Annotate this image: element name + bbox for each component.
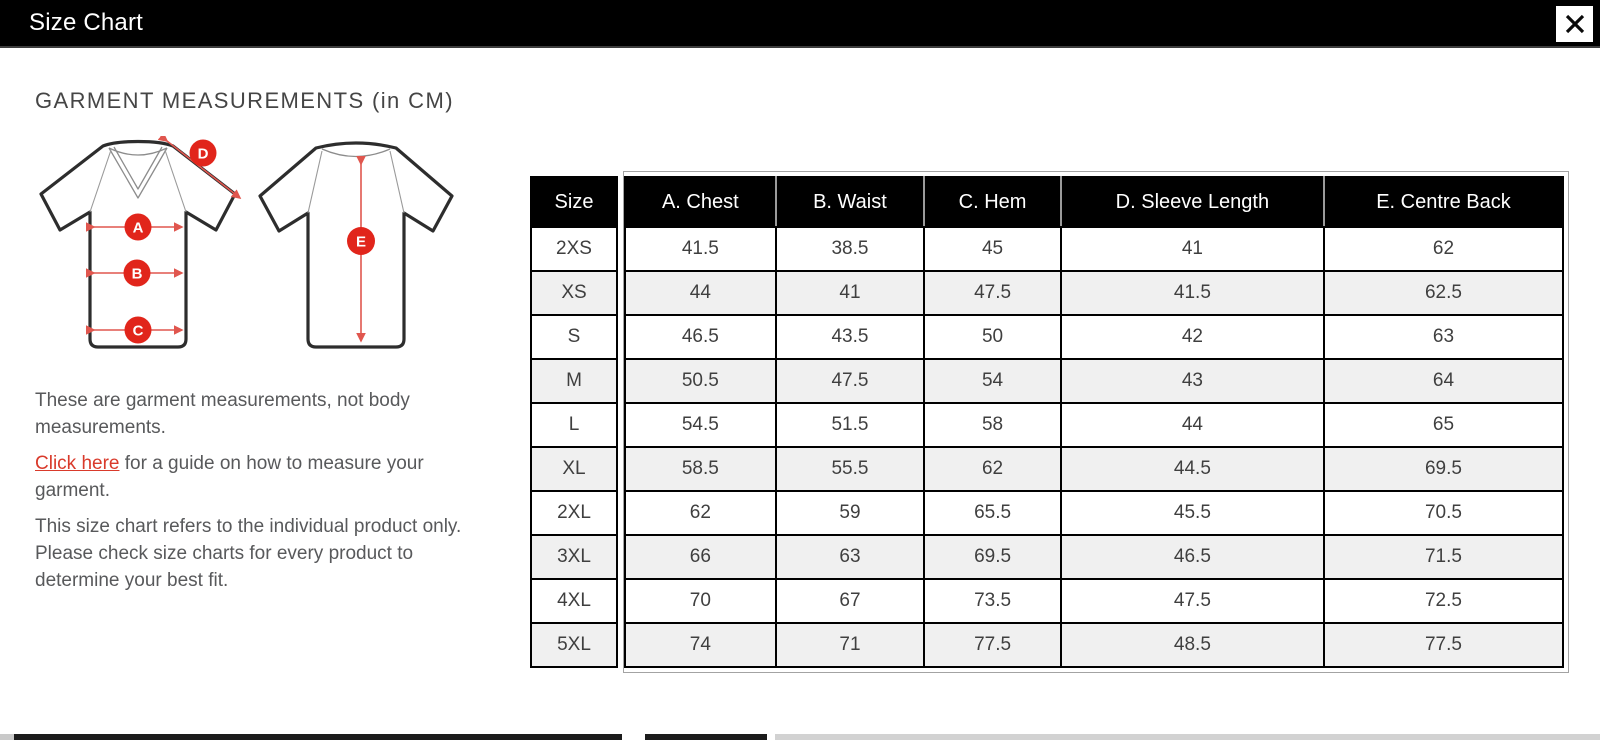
close-icon (1564, 13, 1586, 35)
size-row (531, 535, 617, 579)
measurement-cell: 65.5 (924, 491, 1061, 535)
measurement-cell: 67 (776, 579, 925, 623)
table-row (625, 579, 1563, 623)
measurement-cell: 42 (1061, 315, 1324, 359)
measurement-cell: 51.5 (776, 403, 925, 447)
table-row (625, 271, 1563, 315)
measurement-cell: 70.5 (1324, 491, 1563, 535)
size-cell: 5XL (531, 623, 617, 667)
size-row (531, 623, 617, 667)
measurement-cell: 58.5 (625, 447, 776, 491)
measurement-cell: 54.5 (625, 403, 776, 447)
table-row (625, 535, 1563, 579)
measurement-cell: 43.5 (776, 315, 925, 359)
measurement-cell: 71 (776, 623, 925, 667)
measurement-cell: 63 (1324, 315, 1563, 359)
column-header-centre-back: E. Centre Back (1324, 177, 1563, 227)
size-column-table (530, 176, 618, 668)
measurement-cell: 72.5 (1324, 579, 1563, 623)
measurement-cell: 62 (924, 447, 1061, 491)
marker-d-label: D (197, 145, 209, 163)
table-row (625, 315, 1563, 359)
measurement-cell: 45 (924, 227, 1061, 271)
measurement-cell: 44 (625, 271, 776, 315)
measurement-cell: 74 (625, 623, 776, 667)
table-row (625, 623, 1563, 667)
size-row (531, 315, 617, 359)
measurement-cell: 47.5 (924, 271, 1061, 315)
measurement-cell: 64 (1324, 359, 1563, 403)
size-cell: XS (531, 271, 617, 315)
table-row (625, 403, 1563, 447)
measurement-cell: 73.5 (924, 579, 1061, 623)
measurement-cell: 41 (776, 271, 925, 315)
size-cell: 2XL (531, 491, 617, 535)
note-measurements: These are garment measurements, not body measurements. (35, 390, 410, 438)
note-measure-guide-text: for a guide on how to measure your garment. (35, 453, 424, 501)
measurement-cell: 77.5 (1324, 623, 1563, 667)
measurement-cell: 62 (1324, 227, 1563, 271)
clipped-bar-mid (645, 734, 767, 740)
modal-header (0, 0, 1600, 48)
column-header-sleeve: D. Sleeve Length (1061, 177, 1324, 227)
measurement-cell: 70 (625, 579, 776, 623)
clipped-bar-right (775, 734, 1600, 740)
size-cell: M (531, 359, 617, 403)
measurement-cell: 50.5 (625, 359, 776, 403)
measurements-table (624, 176, 1564, 668)
measurement-cell: 62.5 (1324, 271, 1563, 315)
measurements-table-container (623, 171, 1569, 673)
garment-front-diagram (33, 136, 248, 361)
measurement-cell: 41.5 (625, 227, 776, 271)
measurement-cell: 47.5 (776, 359, 925, 403)
size-cell: 2XS (531, 227, 617, 271)
table-row (625, 491, 1563, 535)
measurement-cell: 41 (1061, 227, 1324, 271)
size-row (531, 271, 617, 315)
main-table-body (625, 227, 1563, 667)
clipped-bar-left (14, 734, 622, 740)
measurement-cell: 54 (924, 359, 1061, 403)
marker-e-label: E (355, 233, 367, 251)
measurement-cell: 66 (625, 535, 776, 579)
measurement-cell: 43 (1061, 359, 1324, 403)
size-cell: L (531, 403, 617, 447)
size-row (531, 403, 617, 447)
measurement-cell: 47.5 (1061, 579, 1324, 623)
measurement-cell: 71.5 (1324, 535, 1563, 579)
measurement-cell: 46.5 (625, 315, 776, 359)
measurement-cell: 59 (776, 491, 925, 535)
table-row (625, 447, 1563, 491)
column-header-waist: B. Waist (776, 177, 925, 227)
measurement-cell: 44 (1061, 403, 1324, 447)
size-row (531, 579, 617, 623)
size-row (531, 491, 617, 535)
measure-guide-link[interactable]: Click here (35, 453, 120, 474)
table-header-row (625, 177, 1563, 227)
size-row (531, 447, 617, 491)
table-row (625, 227, 1563, 271)
measurement-cell: 38.5 (776, 227, 925, 271)
clipped-bar-edge (0, 734, 14, 740)
garment-notes (35, 387, 483, 594)
clipped-bottom-elements (0, 734, 1600, 740)
note-measure-guide (35, 450, 483, 504)
size-column-header: Size (531, 177, 617, 227)
measurement-cell: 69.5 (924, 535, 1061, 579)
measurement-cell: 58 (924, 403, 1061, 447)
column-header-hem: C. Hem (924, 177, 1061, 227)
measurement-cell: 41.5 (1061, 271, 1324, 315)
close-button[interactable] (1556, 6, 1593, 42)
size-cell: 4XL (531, 579, 617, 623)
modal-title: Size Chart (29, 9, 144, 36)
column-header-chest: A. Chest (625, 177, 776, 227)
measurement-cell: 44.5 (1061, 447, 1324, 491)
measurement-cell: 65 (1324, 403, 1563, 447)
garment-heading: GARMENT MEASUREMENTS (in CM) (35, 88, 454, 113)
measurement-cell: 46.5 (1061, 535, 1324, 579)
size-cell: XL (531, 447, 617, 491)
size-row (531, 359, 617, 403)
garment-diagrams (33, 136, 495, 361)
marker-c-label: C (132, 322, 144, 340)
garment-back-diagram (254, 136, 459, 361)
measurement-cell: 69.5 (1324, 447, 1563, 491)
size-cell: S (531, 315, 617, 359)
measurement-cell: 45.5 (1061, 491, 1324, 535)
table-row (625, 359, 1563, 403)
measurement-cell: 55.5 (776, 447, 925, 491)
measurement-cell: 50 (924, 315, 1061, 359)
marker-a-label: A (132, 219, 144, 237)
measurement-cell: 62 (625, 491, 776, 535)
size-column-body (531, 227, 617, 667)
garment-info-panel (35, 88, 495, 603)
size-cell: 3XL (531, 535, 617, 579)
size-row (531, 227, 617, 271)
measurement-cell: 77.5 (924, 623, 1061, 667)
note-disclaimer: This size chart refers to the individual product only. Please check size charts for every product to determine your best fit. (35, 516, 462, 591)
size-chart-table (530, 171, 1569, 673)
marker-b-label: B (131, 265, 143, 283)
measurement-cell: 48.5 (1061, 623, 1324, 667)
measurement-cell: 63 (776, 535, 925, 579)
